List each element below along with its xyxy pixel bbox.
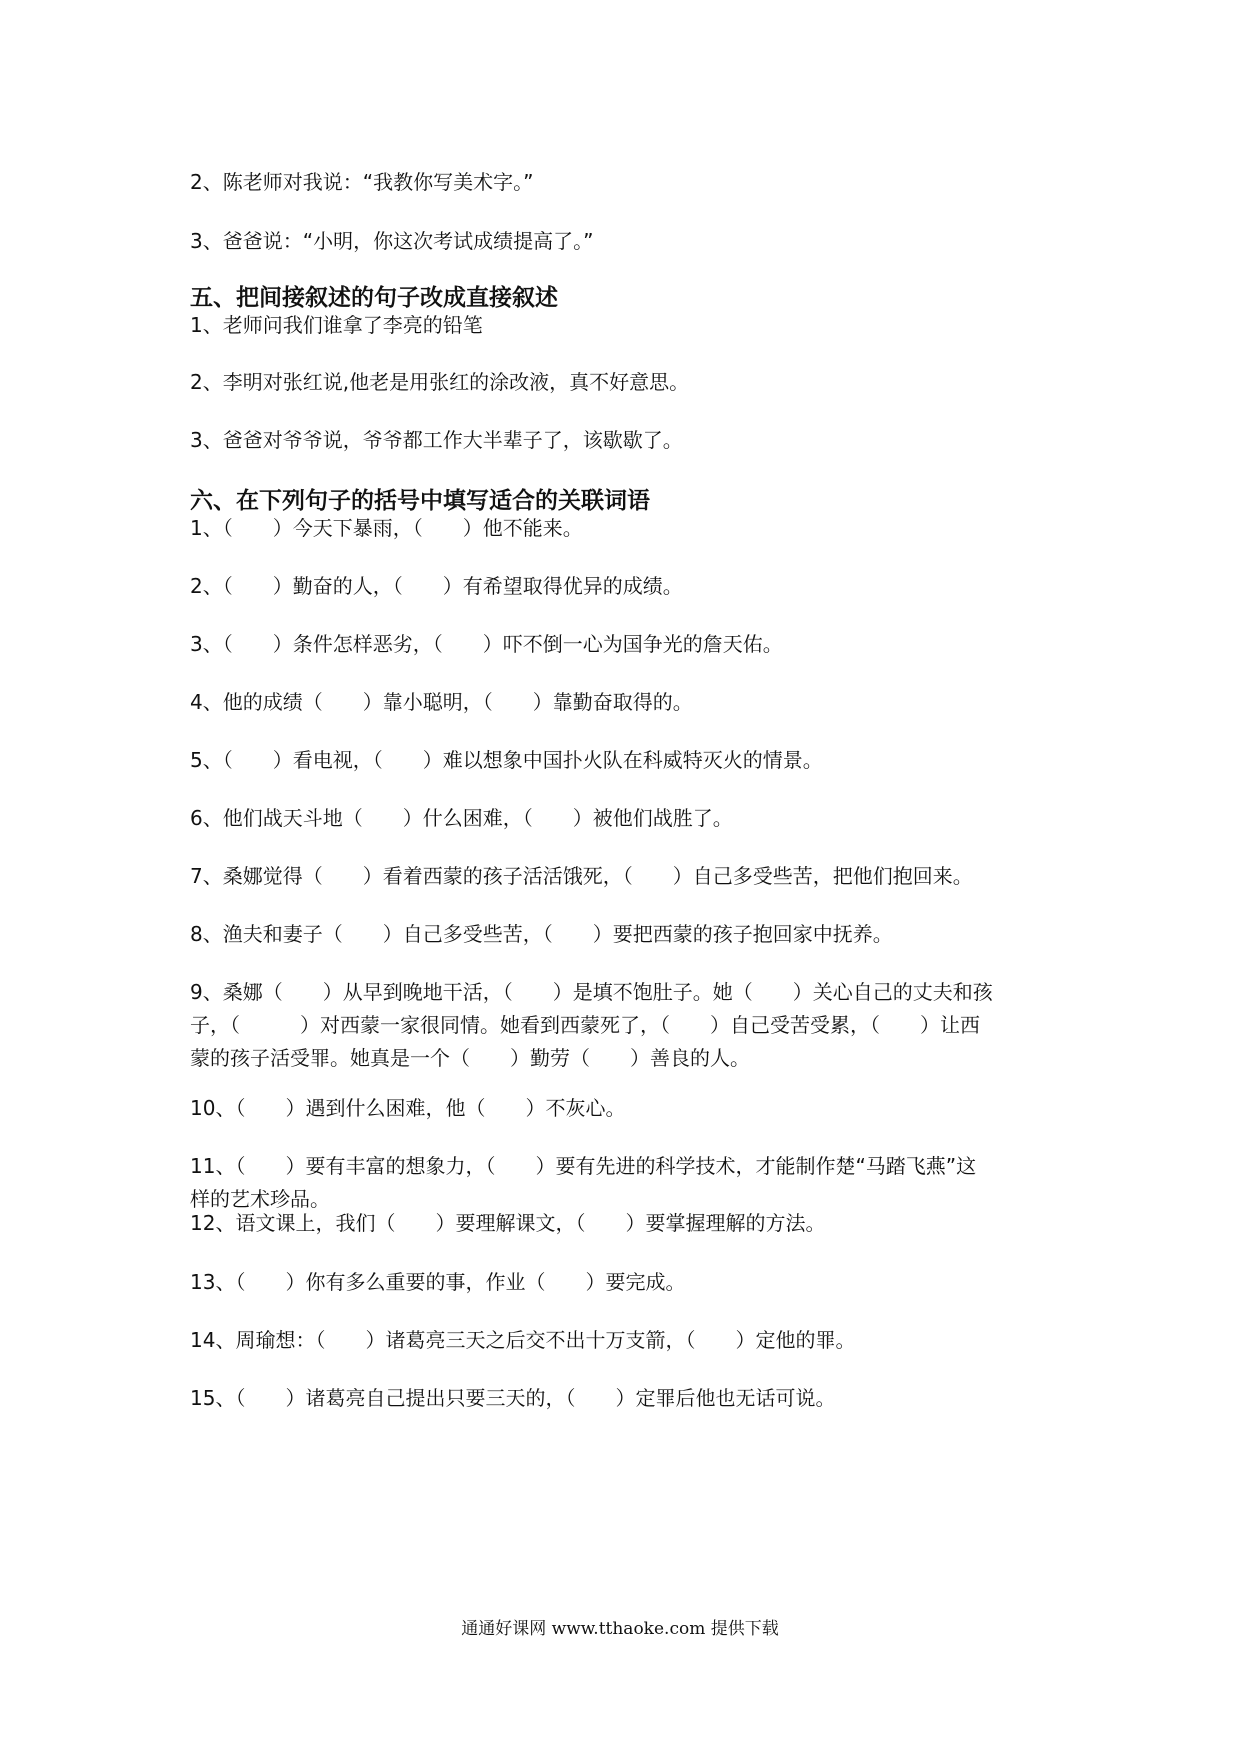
s6-item-6: 6、他们战天斗地（ ）什么困难，（ ）被他们战胜了。	[190, 806, 733, 830]
s4-item-2: 2、陈老师对我说：“我教你写美术字。”	[190, 170, 534, 194]
s6-item-3: 3、（ ）条件怎样恶劣，（ ）吓不倒一心为国争光的詹天佑。	[190, 632, 783, 656]
s6-item-13: 13、（ ）你有多么重要的事，作业（ ）要完成。	[190, 1270, 686, 1294]
s6-item-9-line-1: 9、桑娜（ ）从早到晚地干活，（ ）是填不饱肚子。她（ ）关心自己的丈夫和孩	[190, 980, 993, 1004]
s6-item-4: 4、他的成绩（ ）靠小聪明，（ ）靠勤奋取得的。	[190, 690, 693, 714]
s6-item-9-line-2: 子，（ ）对西蒙一家很同情。她看到西蒙死了，（ ）自己受苦受累，（ ）让西	[190, 1013, 980, 1037]
s6-item-8: 8、渔夫和妻子（ ）自己多受些苦，（ ）要把西蒙的孩子抱回家中抚养。	[190, 922, 893, 946]
download-footer: 通通好课网 www.tthaoke.com 提供下载	[461, 1619, 779, 1639]
s5-item-1: 1、老师问我们谁拿了李亮的铅笔	[190, 313, 483, 337]
s6-item-2: 2、（ ）勤奋的人，（ ）有希望取得优异的成绩。	[190, 574, 683, 598]
s6-item-9-line-3: 蒙的孩子活受罪。她真是一个（ ）勤劳（ ）善良的人。	[190, 1046, 750, 1070]
s4-item-3: 3、爸爸说：“小明，你这次考试成绩提高了。”	[190, 229, 594, 253]
section6-heading: 六、在下列句子的括号中填写适合的关联词语	[190, 488, 650, 514]
s6-item-1: 1、（ ）今天下暴雨，（ ）他不能来。	[190, 516, 583, 540]
s6-item-10: 10、（ ）遇到什么困难，他（ ）不灰心。	[190, 1096, 626, 1120]
s6-item-12: 12、语文课上，我们（ ）要理解课文，（ ）要掌握理解的方法。	[190, 1211, 826, 1235]
s5-item-3: 3、爸爸对爷爷说，爷爷都工作大半辈子了，该歇歇了。	[190, 428, 683, 452]
s6-item-5: 5、（ ）看电视，（ ）难以想象中国扑火队在科威特灭火的情景。	[190, 748, 823, 772]
s6-item-11-line-2: 样的艺术珍品。	[190, 1187, 330, 1211]
s5-item-2: 2、李明对张红说,他老是用张红的涂改液，真不好意思。	[190, 370, 690, 394]
s6-item-15: 15、（ ）诸葛亮自己提出只要三天的，（ ）定罪后他也无话可说。	[190, 1386, 836, 1410]
s6-item-11-line-1: 11、（ ）要有丰富的想象力，（ ）要有先进的科学技术，才能制作楚“马踏飞燕”这	[190, 1154, 977, 1178]
s6-item-9	[190, 976, 1070, 1075]
s6-item-7: 7、桑娜觉得（ ）看着西蒙的孩子活活饿死，（ ）自己多受些苦，把他们抱回来。	[190, 864, 973, 888]
section5-heading: 五、把间接叙述的句子改成直接叙述	[190, 285, 558, 311]
s6-item-14: 14、周瑜想：（ ）诸葛亮三天之后交不出十万支箭，（ ）定他的罪。	[190, 1328, 856, 1352]
